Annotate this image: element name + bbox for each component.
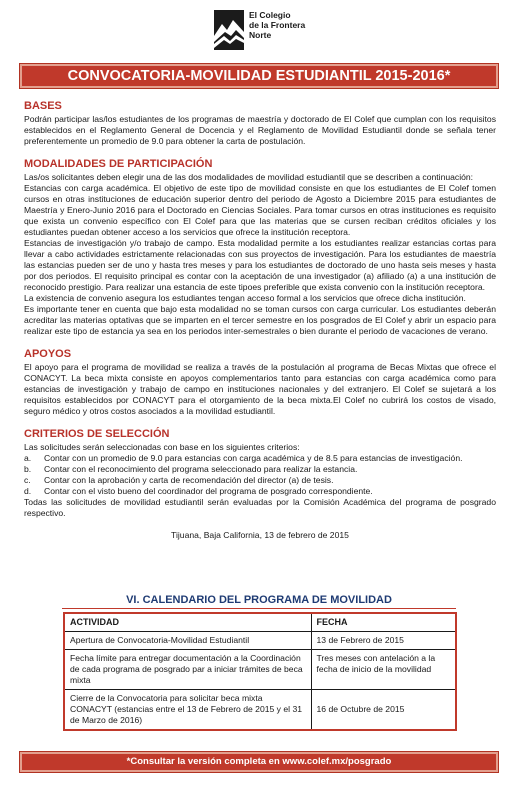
apoyos-text: El apoyo para el programa de movilidad se realiza a través de la postulación al programa de Becas Mixtas que ofrece el CONACYT. La beca mixta consiste en apoyos complementarios tanto para estancias con carga académica como para estancias de investigación y trabajo de campo en instituciones nacionales y del extranjero. El Colef se sujetará a los requisitos establecidos por CONACYT para el otorgamiento de la beca mixta.El Colef no cubrirá los costos de visado, seguro médico y otros costos asociados a la movilidad estudiantil. — [24, 362, 496, 416]
modalidades-paragraph: Estancias de investigación y/o trabajo de campo. Esta modalidad permite a los estudiantes realizar estancias cortas para llevar a cabo actividades estrictamente relacionadas con sus proyectos de investigación. Para los estudiantes de maestría las estancias pueden ser de uno y hasta tres meses y para los estudiantes de doctorado de uno hasta seis meses y hasta por dos periodos. El requisito principal es contar con la aceptación de una investigador (a) afiliado (a) a una institución de reconocido prestigio. Para realizar una estancia de este tipoes preferible que exista convenio con la institución receptora. — [24, 238, 496, 292]
bases-text: Podrán participar las/los estudiantes de los programas de maestría y doctorado de El Colef que cumplan con los requisitos establecidos en el Reglamento General de Docencia y el Reglamento de Movilidad Estudiantil donde se señala tener preferentemente un promedio de 9.0 para obtener la carta de postulación. — [24, 114, 496, 146]
bases-section — [24, 100, 496, 147]
table-row — [64, 650, 456, 690]
modalidades-paragraph: La existencia de convenio asegura los estudiantes tengan acceso formal a los servicios que ofrece dicha institución. — [24, 293, 466, 303]
date-cell: 16 de Octubre de 2015 — [311, 690, 456, 731]
list-letter: b. — [24, 464, 32, 474]
modalidades-heading: MODALIDADES DE PARTICIPACIÓN — [24, 158, 213, 170]
activity-cell: Apertura de Convocatoria-Movilidad Estudiantil — [64, 632, 311, 650]
list-text: Contar con un promedio de 9.0 para estancias con carga académica y de 8.5 para estancias de investigación. — [44, 453, 463, 463]
calendar-table — [63, 612, 457, 731]
calendar-title: VI. CALENDARIO DEL PROGRAMA DE MOVILIDAD — [62, 594, 456, 609]
list-text: Contar con la aprobación y carta de recomendación del director (a) de tesis. — [44, 475, 334, 485]
modalidades-paragraph: Estancias con carga académica. El objetivo de este tipo de movilidad consiste en que los estudiantes de El Colef tomen cursos en otras instituciones de educación superior dentro del periodo de Agosto a Diciembre 2015 para estudiantes de Maestría y Enero-Junio 2016 para el Doctorado en Ciencias Sociales. Para tomar cursos en otras instituciones es requisito que exista un convenio específico con El Colef para que las materias que se cursen reciban créditos oficiales y los estudiantes puedan obtener acceso a los servicios que ofrece la institución receptora. — [24, 183, 496, 237]
modalidades-section — [24, 158, 496, 337]
list-item — [24, 453, 496, 464]
list-text: Contar con el reconocimiento del programa seleccionado para realizar la estancia. — [44, 464, 358, 474]
footer-link-banner[interactable]: *Consultar la versión completa en www.colef.mx/posgrado — [20, 752, 498, 772]
modalidades-paragraph: Las/os solicitantes deben elegir una de las dos modalidades de movilidad estudiantil que se describen a continuación: — [24, 172, 474, 182]
list-item — [24, 464, 496, 475]
criterios-closing: Todas las solicitudes de movilidad estudiantil serán evaluadas por la Comisión Académica del programa de posgrado respectivo. — [24, 497, 496, 518]
activity-cell: Cierre de la Convocatoria para solicitar beca mixta CONACYT (estancias entre el 13 de Febrero de 2015 y el 31 de Marzo de 2016) — [64, 690, 311, 731]
list-letter: c. — [24, 475, 31, 485]
criterios-intro: Las solicitudes serán seleccionadas con base en los siguientes criterios: — [24, 442, 300, 452]
list-item — [24, 475, 496, 486]
table-header-row — [64, 613, 456, 632]
date-cell: Tres meses con antelación a la fecha de inicio de la movilidad — [311, 650, 456, 690]
logo-text — [249, 10, 319, 40]
logo-line-2: de la Frontera — [249, 20, 306, 30]
list-text: Contar con el visto bueno del coordinador del programa de posgrado correspondiente. — [44, 486, 373, 496]
list-letter: a. — [24, 453, 32, 463]
table-row — [64, 632, 456, 650]
main-content — [24, 100, 496, 541]
colef-logo — [214, 10, 324, 54]
column-header-activity: ACTIVIDAD — [64, 613, 311, 632]
activity-cell: Fecha límite para entregar documentación a la Coordinación de cada programa de posgrado par a iniciar trámites de beca mixta — [64, 650, 311, 690]
bases-heading: BASES — [24, 100, 62, 112]
date-line: Tijuana, Baja California, 13 de febrero de 2015 — [171, 530, 349, 540]
date-cell: 13 de Febrero de 2015 — [311, 632, 456, 650]
list-letter: d. — [24, 486, 32, 496]
mountain-logo-icon — [214, 10, 244, 50]
modalidades-paragraph: Es importante tener en cuenta que bajo esta modalidad no se toman cursos con carga curricular. Los estudiantes deberán acreditar las materias optativas que se imparten en el tercer semestre en los posgrados de El Colef y abrir un espacio para realizar este tipo de estancia ya sea en los periodos inter-semestrales o bien durante el periodo de vacaciones de verano. — [24, 304, 496, 336]
criterios-section — [24, 428, 496, 541]
apoyos-heading: APOYOS — [24, 348, 72, 360]
column-header-date: FECHA — [311, 613, 456, 632]
apoyos-section — [24, 348, 496, 417]
logo-line-3: Norte — [249, 30, 272, 40]
list-item — [24, 486, 496, 497]
table-row — [64, 690, 456, 731]
criterios-heading: CRITERIOS DE SELECCIÓN — [24, 428, 170, 440]
logo-line-1: El Colegio — [249, 10, 291, 20]
page-title: CONVOCATORIA-MOVILIDAD ESTUDIANTIL 2015-2016* — [20, 64, 498, 88]
